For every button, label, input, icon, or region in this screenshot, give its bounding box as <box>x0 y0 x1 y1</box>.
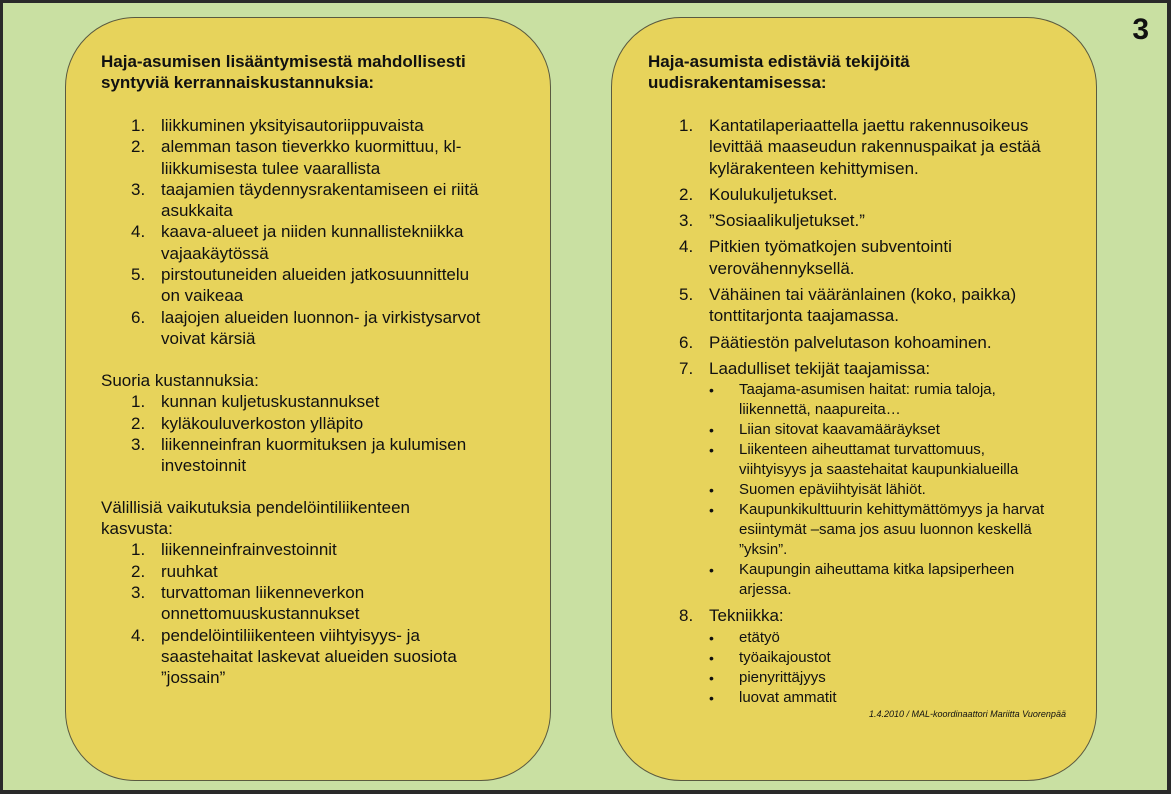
indirect-effects-list <box>101 539 530 688</box>
list-item-text <box>161 307 530 350</box>
text-line: alemman tason tieverkko kuormittuu, kl- <box>161 137 462 157</box>
dispersion-factors-list <box>648 115 1076 708</box>
list-item-number: 6. <box>131 307 146 327</box>
text-line: Pitkien työmatkojen subventointi <box>709 237 952 257</box>
list-item <box>648 115 1076 179</box>
list-item-number: 1. <box>131 116 146 135</box>
list-item-number: 4. <box>131 625 146 645</box>
text-line: Liian sitovat kaavamääräykset <box>739 421 940 439</box>
list-item-text <box>709 184 1076 205</box>
text-line: levittää maaseudun rakennuspaikat ja estää <box>709 137 1041 157</box>
text-line: turvattoman liikenneverkon <box>161 583 365 603</box>
text-line: tonttitarjonta taajamassa. <box>709 306 899 326</box>
bullet-item <box>709 628 1076 648</box>
list-item-number: 1. <box>131 540 146 560</box>
list-item-number: 1. <box>131 392 146 412</box>
text-line: Laadulliset tekijät taajamissa: <box>709 358 931 378</box>
list-item-text <box>161 413 530 434</box>
text-line: Taajama-asumisen haitat: rumia taloja, <box>739 381 996 399</box>
text-line: laajojen alueiden luonnon- ja virkistysarvot <box>161 307 481 327</box>
list-item <box>648 332 1076 353</box>
list-item-text <box>161 434 530 477</box>
text-line: etätyö <box>739 628 780 646</box>
list-item <box>101 582 530 625</box>
list-item-number: 5. <box>131 265 146 285</box>
list-item-text <box>709 115 1076 179</box>
bullet-item <box>709 380 1076 420</box>
text-line: verovähennyksellä. <box>709 258 855 278</box>
bullet-item <box>709 420 1076 440</box>
left-panel-title: Haja-asumisen lisääntymisestä mahdollisesti syntyviä kerrannaiskustannuksia: <box>101 52 466 92</box>
text-line: kunnan kuljetuskustannukset <box>161 392 380 412</box>
list-item-text <box>709 284 1076 327</box>
text-line: Kaupunkikulttuurin kehittymättömyys ja harvat <box>739 501 1045 519</box>
text-line: saastehaitat laskevat alueiden suosiota <box>161 646 457 666</box>
bullet-item <box>709 668 1076 688</box>
list-item <box>101 115 530 136</box>
list-item <box>648 358 1076 600</box>
list-item-text <box>709 605 1076 626</box>
text-line: kylärakenteen kehittymisen. <box>709 158 919 178</box>
list-item-text <box>161 264 530 307</box>
text-line: kyläkouluverkoston ylläpito <box>161 413 364 433</box>
text-line: Liikenteen aiheuttamat turvattomuus, <box>739 441 985 459</box>
bullet-dot-icon: • <box>709 629 714 646</box>
text-line: esiintymät –sama jos asuu luonnon keskellä <box>739 521 1032 539</box>
list-item-text <box>161 179 530 222</box>
text-line: ”Sosiaalikuljetukset.” <box>709 211 865 231</box>
cost-multiplier-list <box>101 115 530 349</box>
direct-costs-list <box>101 391 530 476</box>
text-line: liikennettä, naapureita… <box>739 401 901 419</box>
list-item-text <box>161 115 530 136</box>
bullet-dot-icon: • <box>709 422 714 439</box>
list-item <box>648 184 1076 205</box>
list-item <box>101 561 530 582</box>
bullet-dot-icon: • <box>709 649 714 666</box>
list-item <box>648 210 1076 231</box>
text-line: Kaupungin aiheuttama kitka lapsiperheen <box>739 561 1015 579</box>
left-panel <box>65 17 551 781</box>
list-item-text <box>709 236 1076 279</box>
bullet-dot-icon: • <box>709 562 714 579</box>
list-item <box>648 284 1076 327</box>
text-line: on vaikeaa <box>161 286 244 306</box>
list-item-number: 4. <box>131 222 146 242</box>
list-item <box>648 605 1076 707</box>
list-item-number: 2. <box>131 561 146 581</box>
list-item-number: 3. <box>679 211 694 231</box>
bullet-item <box>709 500 1076 560</box>
list-item-number: 2. <box>131 137 146 157</box>
bullet-item <box>709 440 1076 480</box>
bullet-dot-icon: • <box>709 689 714 706</box>
list-item <box>101 413 530 434</box>
text-line: vajaakäytössä <box>161 243 269 263</box>
list-item-text <box>709 358 1076 379</box>
list-item <box>101 179 530 222</box>
list-item-text <box>161 391 530 412</box>
page-number: 3 <box>1132 13 1149 46</box>
list-item-number: 7. <box>679 358 694 378</box>
right-panel <box>611 17 1097 781</box>
text-line: voivat kärsiä <box>161 328 256 348</box>
list-item-number: 3. <box>131 583 146 603</box>
list-item-text <box>161 136 530 179</box>
footer-note: 1.4.2010 / MAL-koordinaattori Mariitta Vuorenpää <box>869 709 1066 719</box>
text-line: kaava-alueet ja niiden kunnallistekniikka <box>161 222 464 242</box>
bullet-item <box>709 688 1076 708</box>
text-line: Koulukuljetukset. <box>709 184 838 204</box>
list-item-text <box>161 221 530 264</box>
text-line: liikenneinfrainvestoinnit <box>161 540 337 560</box>
text-line: arjessa. <box>739 581 792 599</box>
text-line: Kantatilaperiaattella jaettu rakennusoikeus <box>709 116 1029 135</box>
text-line: ”yksin”. <box>739 541 788 559</box>
list-item <box>101 264 530 307</box>
list-item-text <box>161 539 530 560</box>
list-item-number: 5. <box>679 285 694 305</box>
list-item <box>101 391 530 412</box>
text-line: pienyrittäjyys <box>739 668 826 686</box>
list-item <box>101 434 530 477</box>
text-line: luovat ammatit <box>739 688 837 706</box>
indirect-effects-heading: Välillisiä vaikutuksia pendelöintiliikenteen kasvusta: <box>101 498 411 539</box>
text-line: viihtyisyys ja saastehaitat kaupunkialueilla <box>739 461 1019 479</box>
list-item-text <box>709 210 1076 231</box>
list-item <box>101 307 530 350</box>
list-item <box>648 236 1076 279</box>
text-line: liikenneinfran kuormituksen ja kulumisen <box>161 434 467 454</box>
text-line: taajamien täydennysrakentamiseen ei riitä <box>161 179 479 199</box>
list-item <box>101 136 530 179</box>
direct-costs-heading: Suoria kustannuksia: <box>101 371 259 391</box>
list-item-text <box>161 625 530 689</box>
list-item <box>101 539 530 560</box>
text-line: pendelöintiliikenteen viihtyisyys- ja <box>161 625 420 645</box>
list-item-number: 3. <box>131 434 146 454</box>
list-item-number: 1. <box>679 116 694 135</box>
bullet-dot-icon: • <box>709 669 714 686</box>
text-line: ”jossain” <box>161 668 226 688</box>
text-line: Päätiestön palvelutason kohoaminen. <box>709 332 992 352</box>
bullet-dot-icon: • <box>709 482 714 499</box>
right-panel-title: Haja-asumista edistäviä tekijöitä uudisrakentamisessa: <box>648 52 910 92</box>
list-item-text <box>709 332 1076 353</box>
text-line: liikkuminen yksityisautoriippuvaista <box>161 116 424 135</box>
text-line: Suomen epäviihtyisät lähiöt. <box>739 481 926 499</box>
list-item-number: 2. <box>131 413 146 433</box>
bullet-item <box>709 480 1076 500</box>
list-item-number: 3. <box>131 179 146 199</box>
text-line: Tekniikka: <box>709 606 784 626</box>
text-line: asukkaita <box>161 201 233 221</box>
list-item-number: 2. <box>679 184 694 204</box>
list-item-text <box>161 561 530 582</box>
bullet-list <box>709 380 1076 600</box>
text-line: investoinnit <box>161 456 247 476</box>
bullet-dot-icon: • <box>709 442 714 459</box>
text-line: pirstoutuneiden alueiden jatkosuunnittelu <box>161 265 470 285</box>
list-item <box>101 221 530 264</box>
text-line: Vähäinen tai vääränlainen (koko, paikka) <box>709 285 1017 305</box>
list-item-text <box>161 582 530 625</box>
bullet-item <box>709 560 1076 600</box>
bullet-dot-icon: • <box>709 382 714 399</box>
text-line: onnettomuuskustannukset <box>161 604 360 624</box>
bullet-list <box>709 628 1076 708</box>
bullet-dot-icon: • <box>709 502 714 519</box>
list-item-number: 4. <box>679 237 694 257</box>
list-item-number: 6. <box>679 332 694 352</box>
text-line: työaikajoustot <box>739 648 831 666</box>
text-line: liikkumisesta tulee vaarallista <box>161 158 381 178</box>
list-item-number: 8. <box>679 606 694 626</box>
list-item <box>101 625 530 689</box>
text-line: ruuhkat <box>161 561 218 581</box>
bullet-item <box>709 648 1076 668</box>
